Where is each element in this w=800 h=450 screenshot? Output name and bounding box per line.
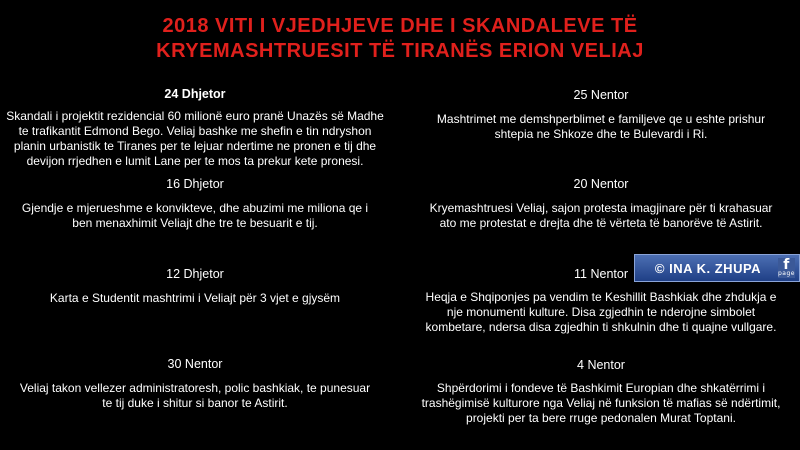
date-20-nentor: 20 Nentor <box>573 177 629 191</box>
entry-24-dhjetor-text: Skandali i projektit rezidencial 60 milionë euro pranë Unazës së Madhe te trafikantit Edmond Bego. Veliaj bashke me shefin e tin ndryshon planin urbanistik te Tiranes per te lejuar ndertime ne pronen e tij dhe devijon rrjedhen e lumit Lane per te mos ta prekur kete pronesi. <box>6 109 384 168</box>
entry-16-dhjetor-text: Gjendje e mjerueshme e konvikteve, dhe abuzimi me miliona qe i ben menaxhimit Veliajt dhe tre te besuarit e tij. <box>21 201 369 230</box>
date-16-dhjetor: 16 Dhjetor <box>166 177 224 191</box>
date-30-nentor: 30 Nentor <box>167 357 223 371</box>
entry-25-nentor-text: Mashtrimet me demshperblimet e familjeve qe u eshte prishur shtepia ne Shkoze dhe te Bulevardi i Ri. <box>436 112 766 141</box>
date-12-dhjetor: 12 Dhjetor <box>166 267 224 281</box>
title-line-1: 2018 VITI I VJEDHJEVE DHE I SKANDALEVE TË <box>162 15 638 37</box>
date-24-dhjetor: 24 Dhjetor <box>164 87 226 101</box>
date-11-nentor: 11 Nentor <box>574 267 628 281</box>
author-watermark <box>634 254 800 282</box>
title-line-2: KRYEMASHTRUESIT TË TIRANËS ERION VELIAJ <box>156 40 644 62</box>
date-25-nentor: 25 Nentor <box>573 88 629 102</box>
date-4-nentor: 4 Nentor <box>577 358 625 372</box>
facebook-page-icon: f page <box>778 257 795 277</box>
entry-11-nentor-text: Heqja e Shqiponjes pa vendim te Keshillit Bashkiak dhe zhdukja e nje monumenti kulture. Disa zgjedhin te nderojne simbolet kombetare, ndersa disa zgjedhin ti shkulnin dhe ti quajne vullgare. <box>425 290 777 334</box>
entry-12-dhjetor-text: Karta e Studentit mashtrimi i Veliajt për 3 vjet e gjysëm <box>49 291 341 305</box>
entry-4-nentor-text: Shpërdorimi i fondeve të Bashkimit Europian dhe shkatërrimi i trashëgimisë kulturore nga Veliaj në funksion të mafias së ndërtimit, projekti per ta bere rruge pedonalen Murat Toptani. <box>421 381 781 425</box>
entry-20-nentor-text: Kryemashtruesi Veliaj, sajon protesta imagjinare për ti krahasuar ato me protestat e drejta dhe të vërteta të banorëve të Astirit. <box>429 201 773 230</box>
entry-30-nentor-text: Veliaj takon vellezer administratoresh, polic bashkiak, te punesuar te tij duke i shitur si banor te Astirit. <box>19 381 371 410</box>
watermark-text: © INA K. ZHUPA <box>654 260 762 276</box>
